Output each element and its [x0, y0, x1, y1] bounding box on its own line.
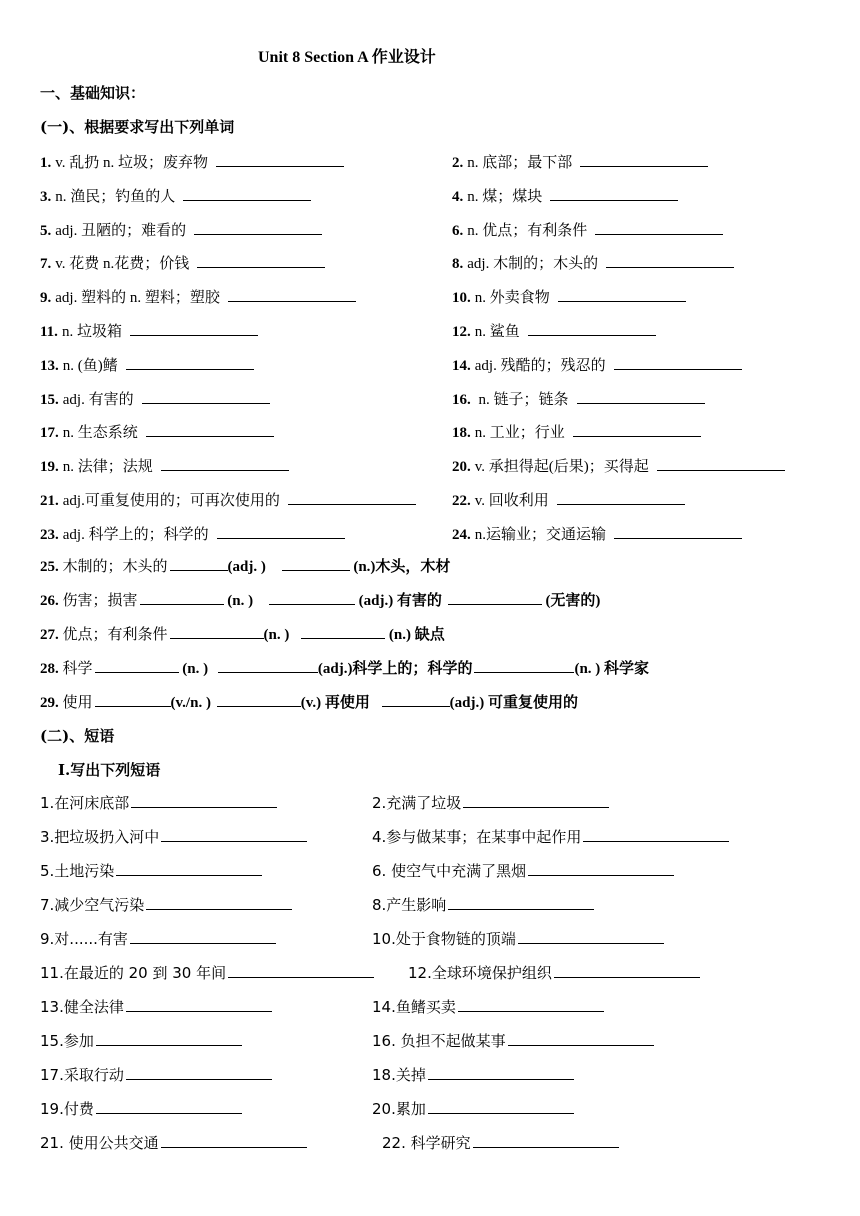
- phrase-item: [372, 1065, 574, 1085]
- phrase-prompt: 8.产生影响: [372, 896, 447, 914]
- item-number: 3.: [40, 189, 52, 205]
- prompt-text: n. 优点；有利条件: [467, 223, 588, 239]
- word-item: [452, 456, 785, 477]
- word-item: [40, 152, 344, 173]
- word-item: [452, 253, 734, 274]
- answer-blank[interactable]: [131, 793, 277, 808]
- answer-blank[interactable]: [161, 827, 307, 842]
- prompt-text: n. 渔民；钓鱼的人: [55, 189, 176, 205]
- derivation-row-28: [40, 658, 649, 679]
- pos-label: (n. ): [182, 661, 209, 677]
- answer-blank[interactable]: [558, 287, 686, 302]
- item-number: 27.: [40, 627, 59, 643]
- prompt-text: n. 垃圾箱: [61, 324, 122, 340]
- item-number: 16.: [452, 392, 471, 408]
- section-heading-basics: 一、基础知识：: [40, 84, 146, 102]
- phrases-subheading: I.写出下列短语: [58, 761, 161, 779]
- word-item: [452, 321, 656, 342]
- item-number: 24.: [452, 527, 471, 543]
- prompt-text: v. 回收利用: [474, 493, 549, 509]
- prompt-text: n. (鱼)鳍: [62, 358, 118, 374]
- derivation-row-26: [40, 590, 600, 611]
- answer-blank[interactable]: [458, 997, 604, 1012]
- prompt-text: n. 煤；煤块: [467, 189, 543, 205]
- answer-blank[interactable]: [142, 389, 270, 404]
- prompt-text: n. 外卖食物: [474, 290, 550, 306]
- word-item: [452, 490, 685, 511]
- prompt-text: (adj.) 有害的: [358, 593, 442, 609]
- phrase-prompt: 21. 使用公共交通: [40, 1134, 159, 1152]
- phrase-prompt: 13.健全法律: [40, 998, 124, 1016]
- derivation-row-27: [40, 624, 445, 645]
- prompt-text: adj. 科学上的；科学的: [62, 527, 209, 543]
- item-number: 20.: [452, 459, 471, 475]
- phrase-prompt: 2.充满了垃圾: [372, 794, 462, 812]
- answer-blank[interactable]: [580, 152, 708, 167]
- answer-blank[interactable]: [95, 658, 179, 673]
- phrase-item: [382, 1133, 619, 1153]
- answer-blank[interactable]: [126, 997, 272, 1012]
- word-item: [452, 389, 705, 410]
- word-item: [452, 422, 701, 443]
- answer-blank[interactable]: [657, 456, 785, 471]
- prompt-text: 木制的；木头的: [62, 559, 168, 575]
- item-number: 28.: [40, 661, 59, 677]
- word-item: [40, 287, 356, 308]
- answer-blank[interactable]: [161, 456, 289, 471]
- answer-blank[interactable]: [528, 861, 674, 876]
- item-number: 8.: [452, 256, 464, 272]
- phrase-prompt: 19.付费: [40, 1100, 94, 1118]
- prompt-text: (n.) 缺点: [388, 627, 445, 643]
- phrase-item: [372, 929, 664, 949]
- phrase-prompt: 22. 科学研究: [382, 1134, 471, 1152]
- derivation-row-29: [40, 692, 578, 713]
- item-number: 15.: [40, 392, 59, 408]
- answer-blank[interactable]: [577, 389, 705, 404]
- answer-blank[interactable]: [301, 624, 385, 639]
- answer-blank[interactable]: [463, 793, 609, 808]
- answer-blank[interactable]: [554, 963, 700, 978]
- word-item: [40, 456, 289, 477]
- answer-blank[interactable]: [130, 321, 258, 336]
- answer-blank[interactable]: [116, 861, 262, 876]
- phrase-prompt: 17.采取行动: [40, 1066, 124, 1084]
- answer-blank[interactable]: [218, 658, 318, 673]
- word-item: [452, 152, 708, 173]
- word-item: [40, 186, 311, 207]
- item-number: 19.: [40, 459, 59, 475]
- part-heading-words: (一)、根据要求写出下列单词: [40, 118, 235, 136]
- answer-blank[interactable]: [557, 490, 685, 505]
- item-number: 26.: [40, 593, 59, 609]
- answer-blank[interactable]: [170, 624, 264, 639]
- prompt-text: v. 承担得起(后果)；买得起: [474, 459, 649, 475]
- word-item: [452, 287, 686, 308]
- prompt-text: (adj.) 可重复使用的: [449, 695, 578, 711]
- word-item: [452, 355, 742, 376]
- pos-label: (adj. ): [227, 559, 266, 575]
- phrase-item: [40, 997, 272, 1017]
- prompt-text: 优点；有利条件: [62, 627, 168, 643]
- item-number: 29.: [40, 695, 59, 711]
- word-item: [40, 253, 325, 274]
- phrase-prompt: 14.鱼鳍买卖: [372, 998, 456, 1016]
- item-number: 6.: [452, 223, 464, 239]
- prompt-text: n. 生态系统: [62, 425, 138, 441]
- word-item: [40, 524, 345, 545]
- phrase-item: [372, 861, 674, 881]
- phrase-item: [40, 1099, 242, 1119]
- answer-blank[interactable]: [228, 963, 374, 978]
- prompt-text: adj. 有害的: [62, 392, 134, 408]
- phrase-item: [372, 1099, 574, 1119]
- prompt-text: (n.)木头，木材: [353, 559, 451, 575]
- answer-blank[interactable]: [473, 1133, 619, 1148]
- prompt-text: (adj.)科学上的；科学的: [317, 661, 473, 677]
- prompt-text: v. 花费 n.花费；价钱: [55, 256, 190, 272]
- answer-blank[interactable]: [140, 590, 224, 605]
- phrase-item: [40, 827, 307, 847]
- phrase-prompt: 3.把垃圾扔入河中: [40, 828, 160, 846]
- phrase-prompt: 18.关掉: [372, 1066, 426, 1084]
- answer-blank[interactable]: [95, 692, 171, 707]
- prompt-text: n. 底部；最下部: [467, 155, 573, 171]
- item-number: 13.: [40, 358, 59, 374]
- word-item: [452, 524, 742, 545]
- item-number: 11.: [40, 324, 58, 340]
- answer-blank[interactable]: [130, 929, 276, 944]
- answer-blank[interactable]: [96, 1031, 242, 1046]
- answer-blank[interactable]: [146, 895, 292, 910]
- prompt-text: adj.可重复使用的；可再次使用的: [62, 493, 280, 509]
- word-item: [40, 389, 270, 410]
- answer-blank[interactable]: [216, 152, 344, 167]
- phrase-item: [40, 929, 276, 949]
- prompt-text: 伤害；损害: [62, 593, 138, 609]
- answer-blank[interactable]: [614, 355, 742, 370]
- answer-blank[interactable]: [217, 524, 345, 539]
- phrase-item: [40, 963, 374, 983]
- phrase-item: [40, 793, 277, 813]
- phrase-item: [372, 1031, 654, 1051]
- answer-blank[interactable]: [96, 1099, 242, 1114]
- answer-blank[interactable]: [518, 929, 664, 944]
- prompt-text: adj. 塑料的 n. 塑料；塑胶: [55, 290, 220, 306]
- item-number: 23.: [40, 527, 59, 543]
- answer-blank[interactable]: [282, 556, 350, 571]
- phrase-item: [40, 1133, 307, 1153]
- phrase-item: [40, 895, 292, 915]
- prompt-text: n. 工业；行业: [474, 425, 565, 441]
- answer-blank[interactable]: [170, 556, 228, 571]
- answer-blank[interactable]: [448, 590, 542, 605]
- phrase-item: [372, 793, 609, 813]
- prompt-text: v. 乱扔 n. 垃圾；废弃物: [55, 155, 209, 171]
- answer-blank[interactable]: [614, 524, 742, 539]
- answer-blank[interactable]: [217, 692, 301, 707]
- phrase-prompt: 9.对......有害: [40, 930, 128, 948]
- word-item: [452, 186, 678, 207]
- answer-blank[interactable]: [228, 287, 356, 302]
- prompt-text: n.运输业；交通运输: [474, 527, 607, 543]
- answer-blank[interactable]: [126, 1065, 272, 1080]
- answer-blank[interactable]: [474, 658, 574, 673]
- phrase-prompt: 5.土地污染: [40, 862, 115, 880]
- answer-blank[interactable]: [161, 1133, 307, 1148]
- page-title: Unit 8 Section A 作业设计: [258, 49, 436, 66]
- phrase-prompt: 12.全球环境保护组织: [408, 964, 552, 982]
- derivation-row-25: [40, 556, 450, 577]
- item-number: 9.: [40, 290, 52, 306]
- phrase-prompt: 7.减少空气污染: [40, 896, 145, 914]
- prompt-text: (v.) 再使用: [300, 695, 370, 711]
- prompt-text: 科学: [62, 661, 93, 677]
- pos-label: (n. ): [227, 593, 254, 609]
- word-item: [40, 220, 322, 241]
- part-heading-phrases: (二)、短语: [40, 727, 115, 745]
- answer-blank[interactable]: [146, 422, 274, 437]
- item-number: 4.: [452, 189, 464, 205]
- phrase-prompt: 16. 负担不起做某事: [372, 1032, 506, 1050]
- answer-blank[interactable]: [382, 692, 450, 707]
- pos-label: (v./n. ): [170, 695, 211, 711]
- answer-blank[interactable]: [197, 253, 325, 268]
- prompt-text: adj. 丑陋的；难看的: [55, 223, 187, 239]
- answer-blank[interactable]: [428, 1099, 574, 1114]
- phrase-prompt: 20.累加: [372, 1100, 426, 1118]
- prompt-text: (n. ) 科学家: [574, 661, 650, 677]
- phrase-prompt: 15.参加: [40, 1032, 94, 1050]
- phrase-prompt: 11.在最近的 20 到 30 年间: [40, 964, 227, 982]
- answer-blank[interactable]: [595, 220, 723, 235]
- item-number: 7.: [40, 256, 52, 272]
- answer-blank[interactable]: [448, 895, 594, 910]
- prompt-text: n. 链子；链条: [474, 392, 569, 408]
- phrase-item: [40, 1031, 242, 1051]
- prompt-text: adj. 残酷的；残忍的: [474, 358, 606, 374]
- word-item: [40, 321, 258, 342]
- prompt-text: n. 法律；法规: [62, 459, 153, 475]
- phrase-prompt: 10.处于食物链的顶端: [372, 930, 516, 948]
- word-item: [40, 490, 416, 511]
- word-item: [40, 422, 274, 443]
- answer-blank[interactable]: [573, 422, 701, 437]
- answer-blank[interactable]: [606, 253, 734, 268]
- pos-label: (n. ): [263, 627, 290, 643]
- phrase-item: [372, 827, 729, 847]
- item-number: 5.: [40, 223, 52, 239]
- answer-blank[interactable]: [528, 321, 656, 336]
- item-number: 22.: [452, 493, 471, 509]
- item-number: 17.: [40, 425, 59, 441]
- phrase-prompt: 4.参与做某事；在某事中起作用: [372, 828, 582, 846]
- phrase-item: [40, 1065, 272, 1085]
- phrase-item: [372, 997, 604, 1017]
- answer-blank[interactable]: [583, 827, 729, 842]
- phrase-item: [372, 895, 594, 915]
- prompt-text: n. 鲨鱼: [474, 324, 520, 340]
- phrase-item: [408, 963, 700, 983]
- prompt-text: 使用: [62, 695, 93, 711]
- item-number: 12.: [452, 324, 471, 340]
- answer-blank[interactable]: [550, 186, 678, 201]
- answer-blank[interactable]: [183, 186, 311, 201]
- item-number: 10.: [452, 290, 471, 306]
- answer-blank[interactable]: [269, 590, 355, 605]
- answer-blank[interactable]: [126, 355, 254, 370]
- answer-blank[interactable]: [288, 490, 416, 505]
- word-item: [40, 355, 254, 376]
- phrase-prompt: 6. 使空气中充满了黑烟: [372, 862, 527, 880]
- phrase-prompt: 1.在河床底部: [40, 794, 130, 812]
- answer-blank[interactable]: [428, 1065, 574, 1080]
- item-number: 21.: [40, 493, 59, 509]
- item-number: 25.: [40, 559, 59, 575]
- answer-blank[interactable]: [194, 220, 322, 235]
- phrase-item: [40, 861, 262, 881]
- item-number: 1.: [40, 155, 52, 171]
- prompt-text: adj. 木制的；木头的: [467, 256, 599, 272]
- item-number: 18.: [452, 425, 471, 441]
- word-item: [452, 220, 723, 241]
- item-number: 2.: [452, 155, 464, 171]
- prompt-text: (无害的): [545, 593, 601, 609]
- item-number: 14.: [452, 358, 471, 374]
- answer-blank[interactable]: [508, 1031, 654, 1046]
